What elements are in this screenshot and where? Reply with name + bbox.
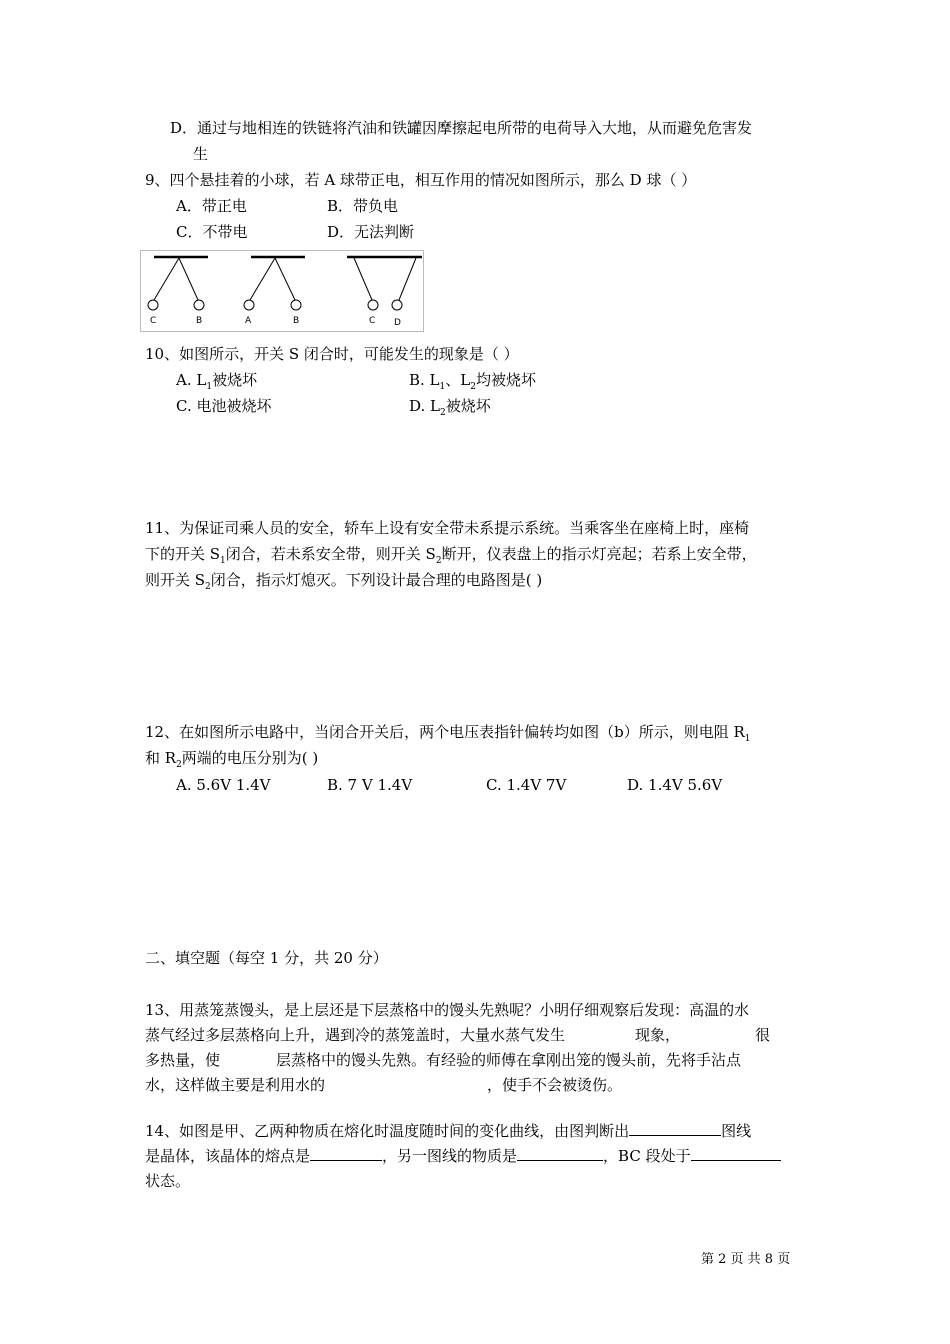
q10-b-sub2: 2 [470,382,476,392]
q12-line1 [145,722,751,749]
q14-l2-a: 是晶体，该晶体的熔点是 [145,1147,311,1165]
q13-line4 [145,1075,622,1095]
thread-a2 [250,258,275,300]
q10-a-post: 被烧坏 [212,371,258,389]
ball-c-1 [148,300,158,310]
q10-option-d [409,396,491,423]
q9-option-b: B．带负电 [327,197,399,215]
q10-b-post: 均被烧坏 [475,371,536,389]
q14-l1-b: 图线 [721,1122,752,1140]
q10-a-pre: A. L [176,371,207,389]
thread-b2 [275,258,295,300]
q10-d-pre: D. L [409,397,440,415]
q13-l3-b: 层蒸格中的馒头先熟。有经验的师傅在拿刚出笼的馒头前，先将手沾点 [276,1051,742,1069]
q12-option-b: B. 7 V 1.4V [327,776,413,794]
q14-blank-3[interactable] [517,1146,603,1161]
q13-line2 [145,1025,770,1045]
q14-blank-1[interactable] [629,1121,721,1136]
q10-option-c: C. 电池被烧坏 [176,397,272,415]
ball-a-2 [244,300,254,310]
q11-l2-sub1: 1 [220,556,226,566]
q12-line2 [145,748,318,775]
label-c-1: C [150,316,157,326]
q10-b-mid: 、L [445,371,471,389]
label-c-3: C [369,316,376,326]
q11-line3 [145,570,542,597]
q9-option-a: A．带正电 [176,197,247,215]
q13-l4-b: ，使手不会被烫伤。 [487,1076,623,1094]
thread-c1 [154,258,179,300]
q13-l3-a: 多热量，使 [145,1051,221,1069]
ball-b-1 [194,300,204,310]
q10-option-b [409,370,536,397]
q14-l2-c: ，BC 段处于 [603,1147,691,1165]
q11-line1: 11、为保证司乘人员的安全，轿车上设有安全带未系提示系统。当乘客坐在座椅上时，座椅 [145,519,750,537]
q13-l2-b: 现象， [635,1026,681,1044]
q12-l2-a: 和 R [145,749,177,767]
hanging-balls-diagram [140,250,424,332]
q10-a-sub: 1 [206,382,213,392]
q11-l2-sub2: 2 [435,556,442,566]
q13-l4-a: 水，这样做主要是利用水的 [145,1076,326,1094]
q11-line2 [145,544,757,571]
q14-line3: 状态。 [145,1172,191,1190]
q10-option-a [176,370,257,397]
label-b-2: B [293,316,300,326]
q11-l2-c: 断开，仪表盘上的指示灯亮起；若系上安全带， [441,545,757,563]
q8-option-d-line2: 生 [193,145,209,163]
q12-option-d: D. 1.4V 5.6V [627,776,723,794]
q11-l2-b: 闭合，若未系安全带，则开关 S [225,545,436,563]
q9-stem: 9、四个悬挂着的小球，若 A 球带正电，相互作用的情况如图所示，那么 D 球（ ） [145,171,697,189]
label-a-2: A [245,316,252,326]
q11-l2-a: 下的开关 S [145,545,221,563]
ball-c-3 [368,300,378,310]
figure-border [141,251,424,332]
thread-d3 [399,258,416,300]
q10-stem: 10、如图所示，开关 S 闭合时，可能发生的现象是（ ） [145,345,519,363]
q12-option-a: A. 5.6V 1.4V [176,776,271,794]
q10-d-sub: 2 [440,408,446,418]
q12-l2-sub: 2 [176,760,182,770]
q9-option-d: D．无法判断 [327,223,415,241]
section-title-fill-in: 二、填空题（每空 1 分，共 20 分） [145,949,388,967]
label-b-1: B [196,316,203,326]
q12-l2-b: 两端的电压分别为( ) [181,749,319,767]
q11-l3-a: 则开关 S [145,571,206,589]
q9-option-c: C．不带电 [176,223,248,241]
hanging-balls-figure [140,250,424,332]
q11-l3-b: 闭合，指示灯熄灭。下列设计最合理的电路图是( ) [210,571,543,589]
q14-line2 [145,1146,781,1166]
q14-line1 [145,1121,751,1141]
q13-l2-a: 蒸气经过多层蒸格向上升，遇到冷的蒸笼盖时，大量水蒸气发生 [145,1026,566,1044]
q10-b-sub1: 1 [439,382,446,392]
q14-blank-4[interactable] [691,1146,781,1161]
label-d-3: D [394,318,401,328]
q8-option-d-line1: D．通过与地相连的铁链将汽油和铁罐因摩擦起电所带的电荷导入大地，从而避免危害发 [170,119,753,137]
thread-b1 [179,258,198,300]
page-number: 第 2 页 共 8 页 [701,1252,791,1267]
q14-l2-b: ，另一图线的物质是 [382,1147,518,1165]
q10-d-post: 被烧坏 [445,397,491,415]
q14-blank-2[interactable] [310,1146,382,1161]
q10-b-pre: B. L [409,371,440,389]
q13-line1: 13、用蒸笼蒸馒头，是上层还是下层蒸格中的馒头先熟呢？小明仔细观察后发现：高温的水 [145,1001,750,1019]
thread-c3 [354,258,372,300]
q13-l2-c: 很 [755,1026,771,1044]
q13-line3 [145,1050,741,1070]
ball-b-2 [291,300,301,310]
q12-option-c: C. 1.4V 7V [486,776,567,794]
q12-l1-sub: 1 [744,734,751,744]
ball-d-3 [392,300,402,310]
q12-l1-a: 12、在如图所示电路中，当闭合开关后，两个电压表指针偏转均如图（b）所示，则电阻 R [145,723,745,741]
q14-l1-a: 14、如图是甲、乙两种物质在熔化时温度随时间的变化曲线，由图判断出 [145,1122,630,1140]
q11-l3-sub: 2 [205,582,211,592]
